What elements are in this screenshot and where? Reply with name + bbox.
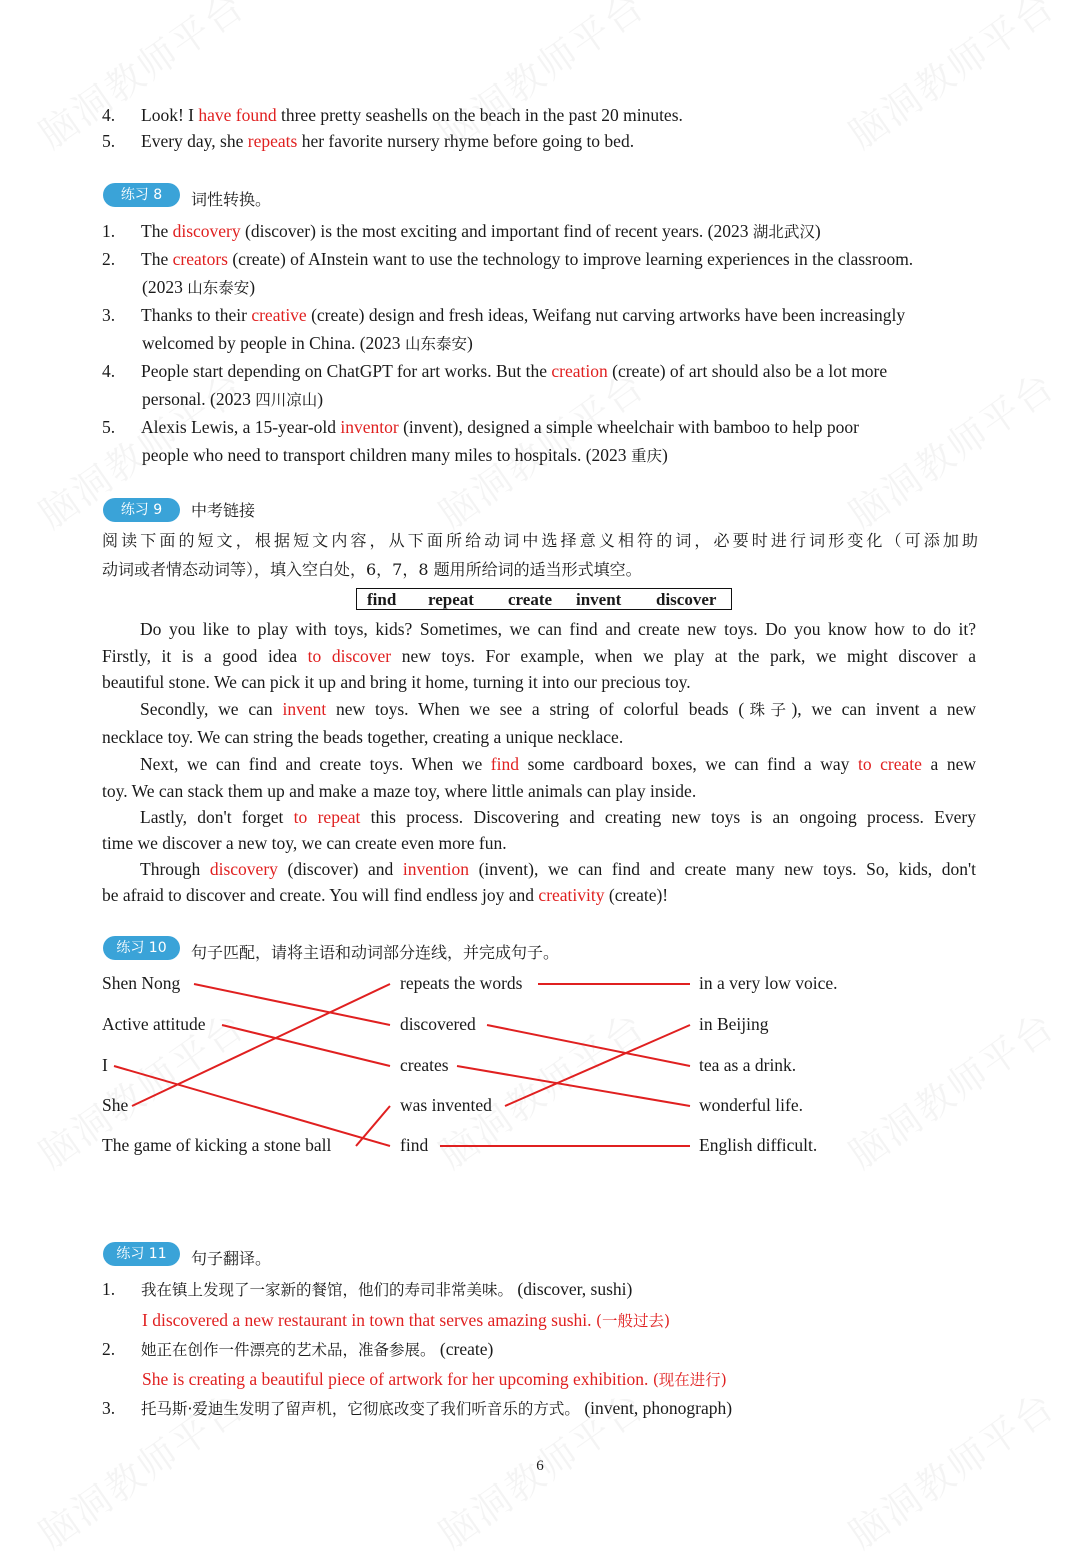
text-run: 四川凉山 (255, 391, 318, 409)
text-run: Firstly, it is a good idea (102, 646, 308, 666)
subject-item: She (102, 1095, 129, 1115)
question-chinese: 托马斯·爱迪生发明了留声机，它彻底改变了我们听音乐的方式。 (141, 1400, 580, 1418)
answer-text: creation (551, 361, 608, 381)
answer (142, 1309, 670, 1332)
exercise-10-label: 练习 10 (103, 936, 180, 960)
exercise-9-instruction-1: 阅读下面的短文，根据短文内容，从下面所给动词中选择意义相符的词，必要时进行词形变化（可添加助 (102, 531, 978, 550)
text-run: time we discover a new toy, we can create even more fun. (102, 833, 507, 853)
answer-text: find (490, 754, 519, 774)
text-run: The (141, 221, 173, 241)
text-run: (create) design and fresh ideas, Weifang nut carving artworks have been increasingly (306, 305, 906, 325)
word-box-item: create (508, 590, 553, 609)
text-run: Do you like to play with toys, kids? Sometimes, we can find and create new toys. Do you know how to do it? (140, 619, 976, 639)
text-run: 珠子 (744, 701, 792, 719)
text-run: (invent), designed a simple wheelchair with bamboo to help poor (398, 417, 859, 437)
verb-item: find (400, 1135, 429, 1155)
text-run: (discover) and (277, 859, 403, 879)
answer-text: She is creating a beautiful piece of artwork for her upcoming exhibition. (142, 1369, 653, 1389)
page-number: 6 (536, 1458, 544, 1474)
question-chinese: 我在镇上发现了一家新的餐馆，他们的寿司非常美味。 (141, 1281, 514, 1299)
verb-item: creates (400, 1055, 449, 1075)
text-run: ) (466, 333, 473, 353)
answer-text: invention (402, 859, 469, 879)
text-run: Look! I (141, 105, 199, 125)
text-run: (2023 (142, 277, 188, 297)
ending-item: wonderful life. (699, 1095, 803, 1115)
item-number: 2. (102, 1339, 116, 1359)
text-run: 山东泰安 (404, 335, 467, 353)
item-number: 4. (102, 361, 116, 381)
text-run: (create)! (604, 885, 669, 905)
question-chinese: 她正在创作一件漂亮的艺术品，准备参展。 (141, 1341, 436, 1359)
verb-item: discovered (400, 1014, 476, 1034)
answer-text: have found (198, 105, 277, 125)
question-hint: (invent, phonograph) (579, 1398, 733, 1418)
text-run: 湖北武汉 (752, 223, 815, 241)
word-box-item: discover (656, 590, 717, 609)
exercise-9-label: 练习 9 (103, 498, 180, 522)
answer-note: (现在进行) (652, 1371, 727, 1389)
text-run: ) (814, 221, 821, 241)
item-number: 5. (102, 417, 116, 437)
item-number: 3. (102, 1398, 116, 1418)
text-run: her favorite nursery rhyme before going to bed. (297, 131, 635, 151)
ending-item: in a very low voice. (699, 973, 838, 993)
match-line (505, 1025, 690, 1106)
item-number: 4. (102, 105, 116, 125)
text-run: this process. Discovering and creating new toys is an ongoing process. Every (360, 807, 976, 827)
text-run: Next, we can find and create toys. When we (140, 754, 491, 774)
text-run: welcomed by people in China. (2023 (142, 333, 405, 353)
text-run: ), we can invent a new (791, 699, 976, 719)
text-run: Through (140, 859, 210, 879)
answer-text: I discovered a new restaurant in town that serves amazing sushi. (142, 1310, 596, 1330)
text-run: Thanks to their (141, 305, 252, 325)
answer-text: inventor (340, 417, 399, 437)
item-number: 2. (102, 249, 116, 269)
text-run: Secondly, we can (140, 699, 283, 719)
item-number: 5. (102, 131, 116, 151)
match-line (194, 984, 390, 1025)
subject-item: I (102, 1055, 108, 1075)
match-line (356, 1106, 390, 1146)
verb-item: repeats the words (400, 973, 523, 993)
text-run: Alexis Lewis, a 15-year-old (141, 417, 341, 437)
text-run: a new (921, 754, 976, 774)
match-line (222, 1025, 390, 1066)
text-run: beautiful stone. We can pick it up and bring it home, turning it into our precious toy. (102, 672, 691, 692)
exercise-10-title: 句子匹配，请将主语和动词部分连线，并完成句子。 (191, 943, 560, 962)
text-run: (discover) is the most exciting and important find of recent years. (2023 (240, 221, 753, 241)
match-line (487, 1025, 690, 1066)
question-hint: (discover, sushi) (513, 1279, 633, 1299)
answer-text: discovery (209, 859, 278, 879)
word-box-item: invent (576, 590, 622, 609)
question-hint: (create) (435, 1339, 494, 1359)
word-box-item: find (367, 590, 397, 609)
text-run: necklace toy. We can string the beads together, creating a unique necklace. (102, 727, 624, 747)
text-run: personal. (2023 (142, 389, 256, 409)
answer (142, 1368, 727, 1391)
match-line (132, 984, 390, 1106)
exercise-9-instruction-2: 动词或者情态动词等），填入空白处，6，7，8 题用所给词的适当形式填空。 (102, 560, 642, 579)
text-run: three pretty seashells on the beach in the past 20 minutes. (276, 105, 683, 125)
exercise-11-title: 句子翻译。 (191, 1249, 272, 1268)
question (141, 1278, 632, 1301)
ending-item: in Beijing (699, 1014, 769, 1034)
question (141, 1397, 732, 1420)
text-run: (create) of art should also be a lot more (607, 361, 888, 381)
text-run: 山东泰安 (187, 279, 250, 297)
text-run: (create) of AInstein want to use the technology to improve learning experiences in the classroom. (227, 249, 914, 269)
item-number: 1. (102, 1279, 116, 1299)
text-run: Lastly, don't forget (140, 807, 294, 827)
subject-item: Shen Nong (102, 973, 181, 993)
item-number: 3. (102, 305, 116, 325)
answer-text: repeats (247, 131, 298, 151)
subject-item: Active attitude (102, 1014, 206, 1034)
answer-text: creators (172, 249, 228, 269)
text-run: The (141, 249, 173, 269)
answer-text: discovery (172, 221, 241, 241)
text-run: ) (317, 389, 324, 409)
answer-text: creative (251, 305, 307, 325)
exercise-11-label: 练习 11 (103, 1242, 180, 1266)
text-run: (invent), we can find and create many new toys. So, kids, don't (469, 859, 976, 879)
text-run: people who need to transport children many miles to hospitals. (2023 (142, 445, 631, 465)
subject-item: The game of kicking a stone ball (102, 1135, 332, 1155)
exercise-8-label: 练习 8 (103, 183, 180, 207)
text-run: Every day, she (141, 131, 248, 151)
question (141, 1338, 493, 1361)
answer-text: to discover (307, 646, 392, 666)
text-run: new toys. When we see a string of colorful beads ( (326, 699, 745, 719)
ending-item: tea as a drink. (699, 1055, 797, 1075)
text-run: 重庆 (630, 447, 662, 465)
text-run: some cardboard boxes, we can find a way (519, 754, 858, 774)
answer-text: to repeat (293, 807, 361, 827)
ending-item: English difficult. (699, 1135, 818, 1155)
text-run: toy. We can stack them up and make a maze toy, where little animals can play inside. (102, 781, 697, 801)
item-number: 1. (102, 221, 116, 241)
answer-note: (一般过去) (595, 1312, 670, 1330)
text-run: ) (249, 277, 256, 297)
answer-text: creativity (538, 885, 605, 905)
text-run: be afraid to discover and create. You will find endless joy and (102, 885, 539, 905)
word-box-item: repeat (428, 590, 474, 609)
exercise-9-title: 中考链接 (191, 501, 256, 520)
answer-text: to create (857, 754, 922, 774)
exercise-8-title: 词性转换。 (191, 190, 272, 209)
verb-item: was invented (400, 1095, 492, 1115)
text-run: new toys. For example, when we play at the park, we might discover a (391, 646, 976, 666)
text-run: ) (661, 445, 668, 465)
answer-text: invent (282, 699, 327, 719)
text-run: People start depending on ChatGPT for art works. But the (141, 361, 552, 381)
